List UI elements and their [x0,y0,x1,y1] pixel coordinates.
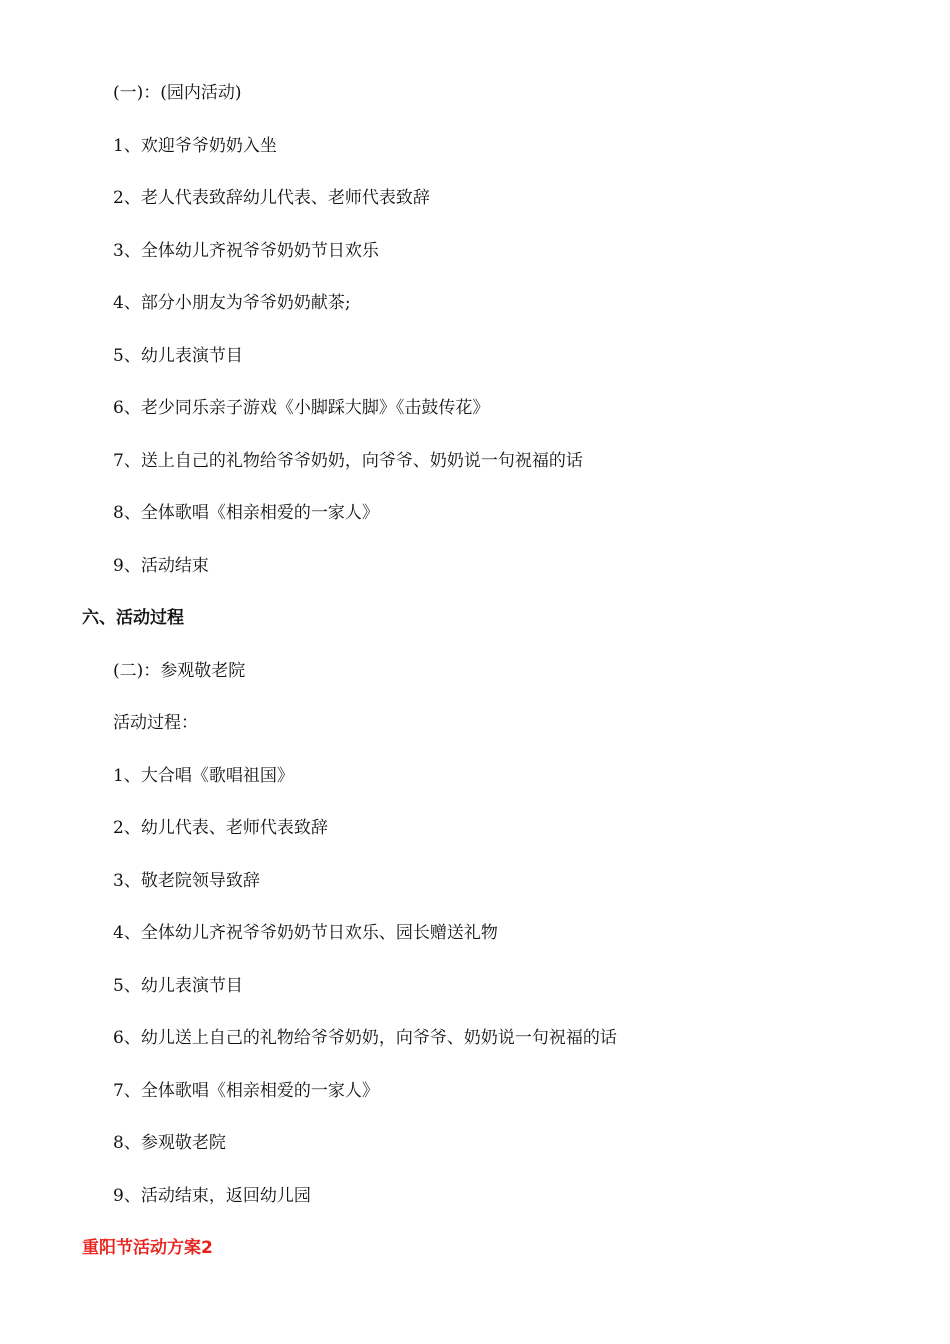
section2-subtitle: (二)：参观敬老院 [113,661,246,681]
list-item: 4、部分小朋友为爷爷奶奶献茶; [113,293,351,313]
list-item: 8、参观敬老院 [113,1133,226,1153]
list-item: 3、全体幼儿齐祝爷爷奶奶节日欢乐 [113,241,379,261]
list-item: 6、老少同乐亲子游戏《小脚踩大脚》《击鼓传花》 [113,398,490,418]
list-item: 2、老人代表致辞幼儿代表、老师代表致辞 [113,188,430,208]
section1-subtitle: (一)：(园内活动) [113,83,242,103]
list-item: 9、活动结束，返回幼儿园 [113,1186,311,1206]
list-item: 9、活动结束 [113,556,209,576]
list-item: 7、全体歌唱《相亲相爱的一家人》 [113,1081,379,1101]
list-item: 2、幼儿代表、老师代表致辞 [113,818,328,838]
list-item: 7、送上自己的礼物给爷爷奶奶，向爷爷、奶奶说一句祝福的话 [113,451,583,471]
list-item: 8、全体歌唱《相亲相爱的一家人》 [113,503,379,523]
next-plan-title: 重阳节活动方案2 [82,1238,213,1258]
list-item: 5、幼儿表演节目 [113,976,243,996]
list-item: 4、全体幼儿齐祝爷爷奶奶节日欢乐、园长赠送礼物 [113,923,498,943]
list-item: 3、敬老院领导致辞 [113,871,260,891]
list-item: 1、大合唱《歌唱祖国》 [113,766,294,786]
list-item: 6、幼儿送上自己的礼物给爷爷奶奶，向爷爷、奶奶说一句祝福的话 [113,1028,617,1048]
process-label: 活动过程： [113,713,198,733]
list-item: 5、幼儿表演节目 [113,346,243,366]
list-item: 1、欢迎爷爷奶奶入坐 [113,136,277,156]
section-heading: 六、活动过程 [82,608,184,628]
